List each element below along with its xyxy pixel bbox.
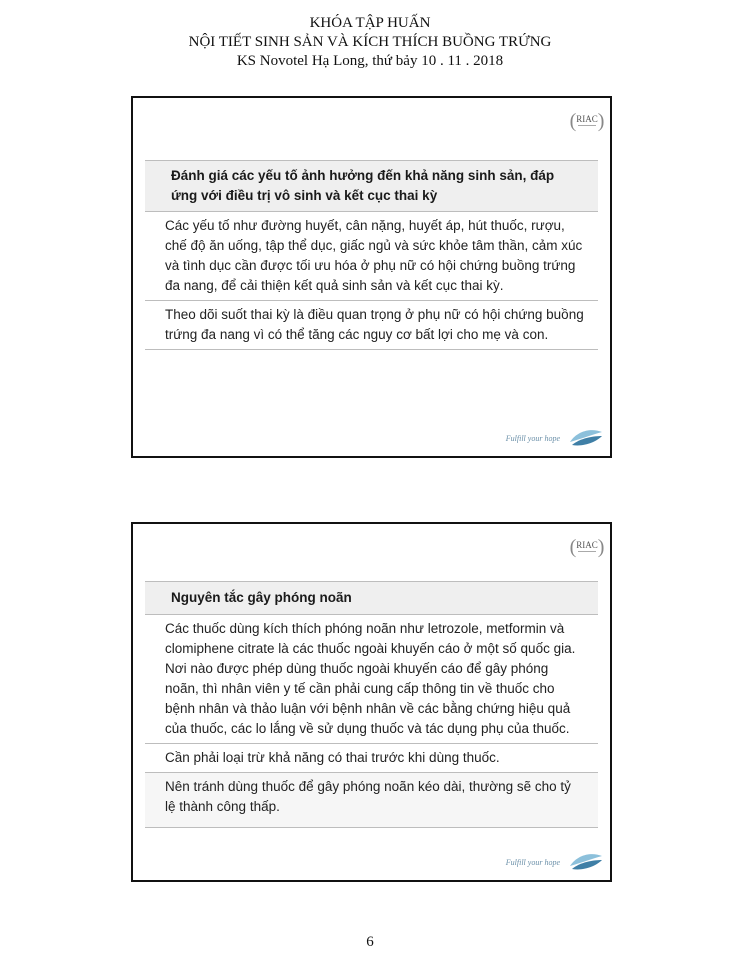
slide-paragraph: Theo dõi suốt thai kỳ là điều quan trọng ở phụ nữ có hội chứng buồng trứng đa nang vì có thể tăng các nguy cơ bất lợi cho mẹ và con. bbox=[145, 301, 598, 350]
slide-1 bbox=[131, 96, 612, 458]
slide-footer bbox=[506, 852, 604, 872]
tagline: Fulfill your hope bbox=[505, 433, 560, 443]
logo-text: RIAC bbox=[576, 113, 598, 124]
venue-date: KS Novotel Hạ Long, thứ bảy 10 . 11 . 2018 bbox=[236, 53, 504, 69]
document-header bbox=[0, 14, 740, 71]
slide-paragraph: Cần phải loại trừ khả năng có thai trước khi dùng thuốc. bbox=[145, 744, 598, 773]
slide-footer bbox=[506, 428, 604, 448]
page-number: 6 bbox=[366, 934, 374, 950]
slide-content bbox=[145, 581, 598, 828]
wave-logo-icon bbox=[568, 428, 604, 448]
slide-title: Đánh giá các yếu tố ảnh hưởng đến khả năng sinh sản, đáp ứng với điều trị vô sinh và kết cục thai kỳ bbox=[145, 160, 598, 212]
slide-content bbox=[145, 160, 598, 350]
course-title: KHÓA TẬP HUẤN bbox=[309, 15, 431, 31]
wave-logo-icon bbox=[568, 852, 604, 872]
logo-text: RIAC bbox=[576, 539, 598, 550]
riac-logo-icon: ( RIAC ) bbox=[569, 110, 605, 132]
slide-paragraph: Các thuốc dùng kích thích phóng noãn như letrozole, metformin và clomiphene citrate là các thuốc ngoài khuyến cáo ở một số quốc gia. Nơi nào được phép dùng thuốc ngoài khuyến cáo để gây phóng noãn, thì nhân viên y tế cần phải cung cấp thông tin về thuốc cho bệnh nhân và thảo luận với bệnh nhân về các bằng chứng hiệu quả của thuốc, các lo lắng về sử dụng thuốc và tác dụng phụ của thuốc. bbox=[145, 615, 598, 744]
tagline: Fulfill your hope bbox=[505, 857, 560, 867]
slide-title: Nguyên tắc gây phóng noãn bbox=[145, 581, 598, 615]
slide-paragraph: Các yếu tố như đường huyết, cân nặng, huyết áp, hút thuốc, rượu, chế độ ăn uống, tập thể dục, giấc ngủ và sức khỏe tâm thần, cảm xúc và tình dục cần được tối ưu hóa ở phụ nữ có hội chứng buồng trứng đa nang, để cải thiện kết quả sinh sản và kết cục thai kỳ. bbox=[145, 212, 598, 301]
slide-paragraph: Nên tránh dùng thuốc để gây phóng noãn kéo dài, thường sẽ cho tỷ lệ thành công thấp. bbox=[145, 773, 598, 827]
course-subtitle: NỘI TIẾT SINH SẢN VÀ KÍCH THÍCH BUỒNG TRỨNG bbox=[188, 34, 552, 50]
slide-2 bbox=[131, 522, 612, 882]
divider bbox=[145, 827, 598, 828]
riac-logo-icon: ( RIAC ) bbox=[569, 536, 605, 558]
